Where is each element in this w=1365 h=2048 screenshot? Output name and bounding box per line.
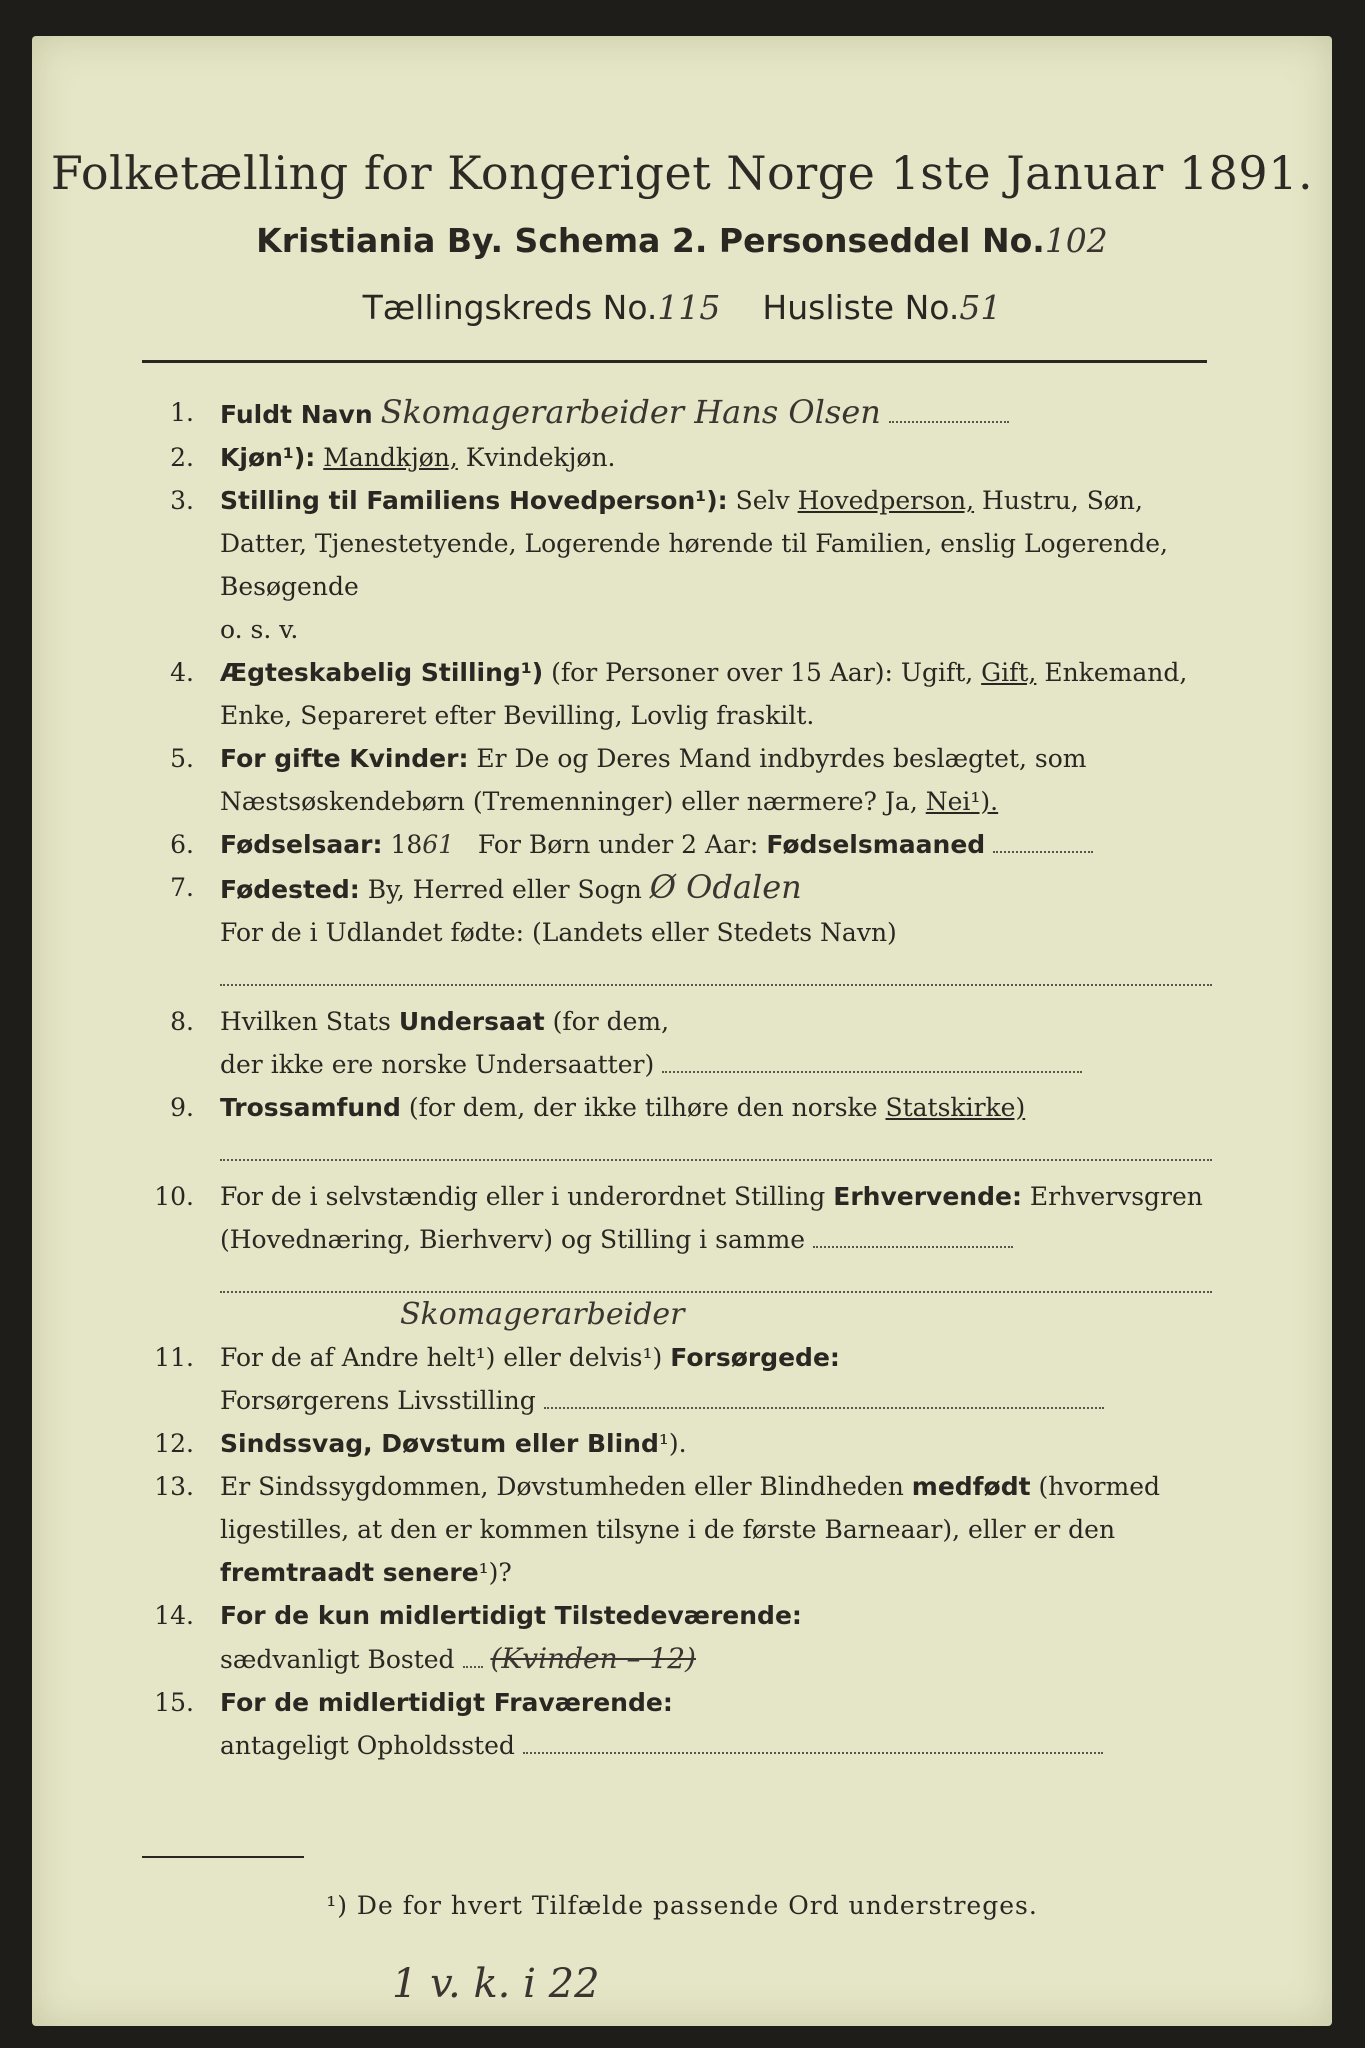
birth-month-note: For Børn under 2 Aar: (477, 830, 759, 859)
birthplace-question: By, Herred eller Sogn (367, 875, 642, 904)
item-14 (132, 1594, 1212, 1681)
temporary-absent-label: For de midlertidigt Fraværende: (220, 1688, 673, 1717)
birth-year-prefix: 18 (390, 830, 423, 859)
sex-option-female: Kvindekjøn. (465, 443, 616, 472)
citizenship-pre: Hvilken Stats (220, 1007, 391, 1036)
supported-note: For de af Andre helt¹) eller delvis¹) (220, 1343, 663, 1372)
personseddel-number: 102 (1044, 221, 1108, 260)
supported-label: Forsørgede: (670, 1343, 840, 1372)
item-number: 13. (154, 1472, 194, 1501)
marital-status-options: Enkemand, Enke, Separeret efter Bevilling, Lovlig fraskilt. (220, 658, 1188, 730)
later-onset-suffix: ¹)? (478, 1558, 512, 1587)
foreign-birthplace-question: For de i Udlandet fødte: (Landets eller Stedets Navn) (220, 918, 897, 947)
item-6 (132, 823, 1212, 866)
sex-selected: Mandkjøn, (323, 443, 458, 472)
probable-residence-label: antageligt Opholdssted (220, 1731, 515, 1760)
husliste-number: 51 (959, 288, 1002, 327)
item-7 (132, 866, 1212, 986)
item-5 (132, 737, 1212, 823)
item-9 (132, 1086, 1212, 1161)
item-number: 6. (170, 830, 194, 859)
family-position-osv: o. s. v. (220, 615, 299, 644)
dotted-fill (523, 1752, 1103, 1754)
item-number: 1. (170, 398, 194, 427)
occupation-value: Skomagerarbeider (400, 1297, 685, 1332)
congenital-label: medfødt (911, 1472, 1031, 1501)
dotted-fill (889, 421, 1009, 423)
citizenship-note2: der ikke ere norske Undersaatter) (220, 1050, 655, 1079)
temporary-present-label: For de kun midlertidigt Tilstedeværende: (220, 1601, 802, 1630)
dotted-fill (220, 1129, 1212, 1161)
full-name-value: Skomagerarbeider Hans Olsen (380, 393, 881, 431)
form-items (132, 391, 1212, 1767)
dotted-fill (813, 1246, 1013, 1248)
dotted-fill (463, 1666, 483, 1668)
item-4 (132, 651, 1212, 737)
kreds-number: 115 (657, 288, 721, 327)
header-rule (142, 360, 1207, 363)
marital-status-label: Ægteskabelig Stilling¹) (220, 658, 544, 687)
marital-status-pre: (for Personer over 15 Aar): Ugift, (551, 658, 974, 687)
family-position-label: Stilling til Familiens Hovedperson¹): (220, 486, 728, 515)
item-13 (132, 1465, 1212, 1594)
footnote: ¹) De for hvert Tilfælde passende Ord understreges. (326, 1891, 1038, 1920)
item-number: 3. (170, 486, 194, 515)
family-position-selected: Hovedperson, (797, 486, 975, 515)
disability-origin-note: (hvormed ligestilles, at den er kommen tilsyne i de første Barneaar), eller er den (220, 1472, 1161, 1544)
item-15 (132, 1681, 1212, 1767)
item-number: 2. (170, 443, 194, 472)
item-11 (132, 1336, 1212, 1422)
later-onset-label: fremtraadt senere (220, 1558, 479, 1587)
dotted-fill (220, 1261, 1212, 1293)
birthplace-value: Ø Odalen (649, 868, 802, 906)
married-women-question: Er De og Deres Mand indbyrdes beslægtet, som Næstsøskendebørn (Tremenninger) eller nærmere? Ja, (220, 744, 1087, 816)
item-number: 8. (170, 1007, 194, 1036)
occupation-label: Erhvervende: (833, 1182, 1022, 1211)
item-number: 9. (170, 1093, 194, 1122)
married-women-label: For gifte Kvinder: (220, 744, 469, 773)
district-line (32, 288, 1332, 327)
item-number: 14. (154, 1601, 194, 1630)
disability-suffix: ¹). (658, 1429, 687, 1458)
item-12 (132, 1422, 1212, 1465)
occupation-note: For de i selvstændig eller i underordnet Stilling (220, 1182, 826, 1211)
dotted-fill (662, 1071, 1082, 1073)
husliste-label: Husliste No. (762, 288, 960, 327)
form-subtitle (32, 221, 1332, 260)
item-number: 12. (154, 1429, 194, 1458)
family-position-pre: Selv (735, 486, 790, 515)
dotted-fill (993, 851, 1093, 853)
birthplace-label: Fødested: (220, 875, 360, 904)
census-form-sheet (32, 36, 1332, 2026)
item-8 (132, 1000, 1212, 1086)
kreds-label: Tællingskreds No. (362, 288, 658, 327)
religion-note: (for dem, der ikke tilhøre den norske (408, 1093, 878, 1122)
full-name-label: Fuldt Navn (220, 400, 373, 429)
dotted-fill (220, 954, 1212, 986)
item-number: 11. (154, 1343, 194, 1372)
personseddel-label: Kristiania By. Schema 2. Personseddel No. (256, 221, 1045, 260)
item-3 (132, 479, 1212, 651)
marital-status-selected: Gift, (981, 658, 1037, 687)
religion-selected: Statskirke) (885, 1093, 1026, 1122)
item-number: 7. (170, 873, 194, 902)
bottom-handwritten-note: 1 v. k. i 22 (392, 1961, 600, 2007)
birth-year-label: Fødselsaar: (220, 830, 383, 859)
disability-origin-question: Er Sindssygdommen, Døvstumheden eller Blindheden (220, 1472, 904, 1501)
occupation-note2: Erhvervsgren (Hovednæring, Bierhverv) og Stilling i samme (220, 1182, 1203, 1254)
birth-month-label: Fødselsmaaned (766, 830, 986, 859)
item-1 (132, 391, 1212, 436)
item-number: 10. (154, 1182, 194, 1211)
supporter-occupation-label: Forsørgerens Livsstilling (220, 1386, 536, 1415)
sex-label: Kjøn¹): (220, 443, 316, 472)
married-women-selected: Nei¹). (925, 787, 999, 816)
usual-residence-label: sædvanligt Bosted (220, 1645, 455, 1674)
citizenship-note: (for dem, (552, 1007, 670, 1036)
item-number: 4. (170, 658, 194, 687)
item-number: 5. (170, 744, 194, 773)
dotted-fill (544, 1407, 1104, 1409)
religion-label: Trossamfund (220, 1093, 401, 1122)
item-number: 15. (154, 1688, 194, 1717)
birth-year-value: 61 (422, 830, 455, 859)
family-position-options: Hustru, Søn, Datter, Tjenestetyende, Logerende hørende til Familien, enslig Logerende, Besøgende (220, 486, 1168, 601)
item-2 (132, 436, 1212, 479)
disability-label: Sindssvag, Døvstum eller Blind (220, 1429, 659, 1458)
form-title: Folketælling for Kongeriget Norge 1ste Januar 1891. (50, 146, 1314, 200)
citizenship-label: Undersaat (398, 1007, 545, 1036)
footnote-rule (142, 1856, 304, 1858)
item-10 (132, 1175, 1212, 1336)
usual-residence-value: (Kvinden – 12) (490, 1642, 696, 1675)
